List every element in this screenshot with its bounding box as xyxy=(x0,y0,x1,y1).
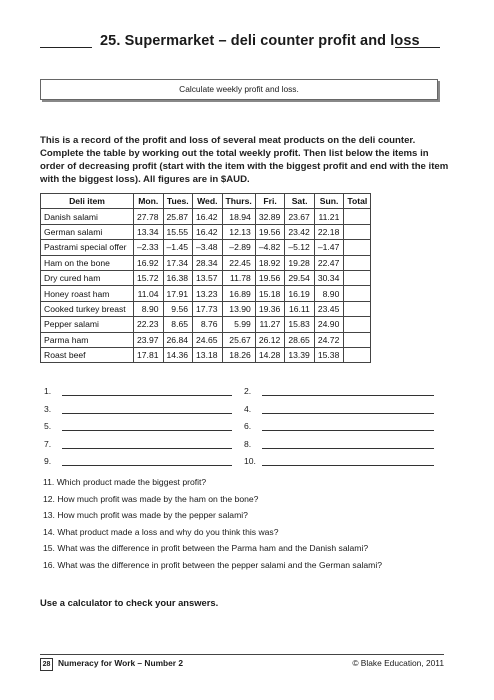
profit-cell: 13.23 xyxy=(193,286,223,301)
table-row xyxy=(41,332,371,347)
ranking-number: 5. xyxy=(44,421,52,431)
profit-cell: 9.56 xyxy=(163,301,193,316)
profit-cell: 17.81 xyxy=(134,347,164,362)
profit-cell: 22.18 xyxy=(314,224,344,239)
table-row xyxy=(41,347,371,362)
ranking-number: 2. xyxy=(244,386,252,396)
total-cell[interactable] xyxy=(344,286,371,301)
profit-cell: 23.67 xyxy=(285,209,315,224)
ranking-answer-line[interactable] xyxy=(62,413,232,414)
profit-cell: 12.13 xyxy=(222,224,255,239)
intro-text: This is a record of the profit and loss of several meat products on the deli counter. Complete the table by working out the total weekly profit. Then list below the items in order of decreasing profit (start with the item with the biggest profit and end with the item with the biggest loss). All figures are in $AUD. xyxy=(40,135,449,185)
profit-cell: 16.42 xyxy=(193,209,223,224)
ranking-number: 4. xyxy=(244,403,252,414)
table-row xyxy=(41,317,371,332)
profit-table xyxy=(40,193,371,363)
total-cell[interactable] xyxy=(344,224,371,239)
header-thurs: Thurs. xyxy=(222,194,255,209)
profit-cell: 22.45 xyxy=(222,255,255,270)
profit-cell: –4.82 xyxy=(255,240,285,255)
ranking-number: 3. xyxy=(44,403,52,414)
profit-cell: 27.78 xyxy=(134,209,164,224)
profit-cell: 14.28 xyxy=(255,347,285,362)
profit-cell: 25.87 xyxy=(163,209,193,224)
deli-item-name: Pepper salami xyxy=(41,317,134,332)
profit-cell: 17.91 xyxy=(163,286,193,301)
profit-cell: 19.56 xyxy=(255,224,285,239)
book-title: Numeracy for Work – Number 2 xyxy=(58,658,184,668)
ranking-answer-line[interactable] xyxy=(262,448,434,449)
header-wed: Wed. xyxy=(193,194,223,209)
header-sun: Sun. xyxy=(314,194,344,209)
total-cell[interactable] xyxy=(344,332,371,347)
profit-cell: 13.57 xyxy=(193,270,223,285)
profit-cell: 23.45 xyxy=(314,301,344,316)
profit-cell: 25.67 xyxy=(222,332,255,347)
profit-cell: 30.34 xyxy=(314,270,344,285)
total-cell[interactable] xyxy=(344,209,371,224)
page-number: 28 xyxy=(40,658,53,671)
table-row xyxy=(41,286,371,301)
ranking-answer-line[interactable] xyxy=(62,395,232,396)
ranking-number: 9. xyxy=(44,456,52,466)
profit-cell: 8.65 xyxy=(163,317,193,332)
profit-cell: 8.76 xyxy=(193,317,223,332)
profit-cell: 16.38 xyxy=(163,270,193,285)
profit-cell: 11.04 xyxy=(134,286,164,301)
question: 13. How much profit was made by the pepper salami? xyxy=(43,510,248,521)
ranking-answer-line[interactable] xyxy=(262,465,434,466)
profit-cell: 14.36 xyxy=(163,347,193,362)
question: 11. Which product made the biggest profit? xyxy=(43,477,207,487)
profit-cell: 17.73 xyxy=(193,301,223,316)
ranking-answer-line[interactable] xyxy=(62,465,232,466)
profit-cell: 22.47 xyxy=(314,255,344,270)
deli-item-name: Roast beef xyxy=(41,347,134,362)
profit-cell: 16.42 xyxy=(193,224,223,239)
instruction-box: Calculate weekly profit and loss. xyxy=(40,79,438,100)
profit-cell: 18.26 xyxy=(222,347,255,362)
ranking-number: 10. xyxy=(244,456,256,466)
table-row xyxy=(41,209,371,224)
profit-cell: 17.34 xyxy=(163,255,193,270)
profit-cell: 23.97 xyxy=(134,332,164,347)
header-fri: Fri. xyxy=(255,194,285,209)
profit-cell: 13.18 xyxy=(193,347,223,362)
total-cell[interactable] xyxy=(344,255,371,270)
profit-cell: –1.45 xyxy=(163,240,193,255)
profit-cell: 5.99 xyxy=(222,317,255,332)
deli-item-name: Honey roast ham xyxy=(41,286,134,301)
profit-cell: 15.38 xyxy=(314,347,344,362)
profit-cell: 13.90 xyxy=(222,301,255,316)
deli-item-name: Cooked turkey breast xyxy=(41,301,134,316)
question: 14. What product made a loss and why do you think this was? xyxy=(43,526,279,537)
header-mon: Mon. xyxy=(134,194,164,209)
ranking-answer-line[interactable] xyxy=(62,430,232,431)
ranking-number: 7. xyxy=(44,438,52,449)
profit-cell: 18.92 xyxy=(255,255,285,270)
profit-cell: 8.90 xyxy=(314,286,344,301)
header-deli-item: Deli item xyxy=(41,194,134,209)
ranking-number: 8. xyxy=(244,438,252,449)
profit-cell: –2.89 xyxy=(222,240,255,255)
title-rule-right xyxy=(395,47,440,48)
calculator-note: Use a calculator to check your answers. xyxy=(40,597,219,608)
profit-cell: 13.34 xyxy=(134,224,164,239)
profit-cell: 16.11 xyxy=(285,301,315,316)
profit-cell: 19.56 xyxy=(255,270,285,285)
total-cell[interactable] xyxy=(344,317,371,332)
profit-cell: 19.28 xyxy=(285,255,315,270)
title-rule-left xyxy=(40,47,92,48)
deli-item-name: Danish salami xyxy=(41,209,134,224)
deli-item-name: German salami xyxy=(41,224,134,239)
deli-item-name: Ham on the bone xyxy=(41,255,134,270)
question: 15. What was the difference in profit between the Parma ham and the Danish salami? xyxy=(43,543,369,554)
deli-item-name: Parma ham xyxy=(41,332,134,347)
profit-cell: 16.89 xyxy=(222,286,255,301)
header-tues: Tues. xyxy=(163,194,193,209)
profit-cell: 26.12 xyxy=(255,332,285,347)
question: 16. What was the difference in profit between the pepper salami and the German salami? xyxy=(43,560,383,570)
total-cell[interactable] xyxy=(344,347,371,362)
ranking-number: 1. xyxy=(44,386,52,396)
table-row xyxy=(41,255,371,270)
ranking-answer-line[interactable] xyxy=(62,448,232,449)
profit-cell: 22.23 xyxy=(134,317,164,332)
profit-cell: 28.65 xyxy=(285,332,315,347)
profit-cell: 13.39 xyxy=(285,347,315,362)
header-total: Total xyxy=(344,194,371,209)
profit-cell: 15.83 xyxy=(285,317,315,332)
profit-cell: 23.42 xyxy=(285,224,315,239)
profit-cell: 24.65 xyxy=(193,332,223,347)
footer-divider xyxy=(40,654,444,655)
profit-cell: 11.78 xyxy=(222,270,255,285)
table-row xyxy=(41,301,371,316)
profit-cell: 16.19 xyxy=(285,286,315,301)
profit-cell: –2.33 xyxy=(134,240,164,255)
total-cell[interactable] xyxy=(344,270,371,285)
ranking-answer-line[interactable] xyxy=(262,413,434,414)
profit-cell: 24.72 xyxy=(314,332,344,347)
profit-cell: 16.92 xyxy=(134,255,164,270)
deli-item-name: Pastrami special offer xyxy=(41,240,134,255)
deli-item-name: Dry cured ham xyxy=(41,270,134,285)
ranking-number: 6. xyxy=(244,421,252,431)
question: 12. How much profit was made by the ham on the bone? xyxy=(43,493,259,504)
ranking-answer-line[interactable] xyxy=(262,430,434,431)
table-row xyxy=(41,224,371,239)
total-cell[interactable] xyxy=(344,240,371,255)
profit-cell: 8.90 xyxy=(134,301,164,316)
table-header-row xyxy=(41,194,371,209)
table-row xyxy=(41,270,371,285)
profit-cell: 24.90 xyxy=(314,317,344,332)
profit-cell: –1.47 xyxy=(314,240,344,255)
profit-cell: 29.54 xyxy=(285,270,315,285)
profit-cell: –5.12 xyxy=(285,240,315,255)
copyright: © Blake Education, 2011 xyxy=(352,658,444,668)
profit-cell: –3.48 xyxy=(193,240,223,255)
profit-cell: 11.27 xyxy=(255,317,285,332)
profit-cell: 18.94 xyxy=(222,209,255,224)
table-row xyxy=(41,240,371,255)
profit-cell: 26.84 xyxy=(163,332,193,347)
profit-cell: 32.89 xyxy=(255,209,285,224)
page-title: 25. Supermarket – deli counter profit and loss xyxy=(100,33,420,49)
profit-cell: 11.21 xyxy=(314,209,344,224)
profit-cell: 15.72 xyxy=(134,270,164,285)
profit-cell: 28.34 xyxy=(193,255,223,270)
profit-cell: 19.36 xyxy=(255,301,285,316)
profit-cell: 15.55 xyxy=(163,224,193,239)
header-sat: Sat. xyxy=(285,194,315,209)
ranking-answer-line[interactable] xyxy=(262,395,434,396)
profit-cell: 15.18 xyxy=(255,286,285,301)
total-cell[interactable] xyxy=(344,301,371,316)
